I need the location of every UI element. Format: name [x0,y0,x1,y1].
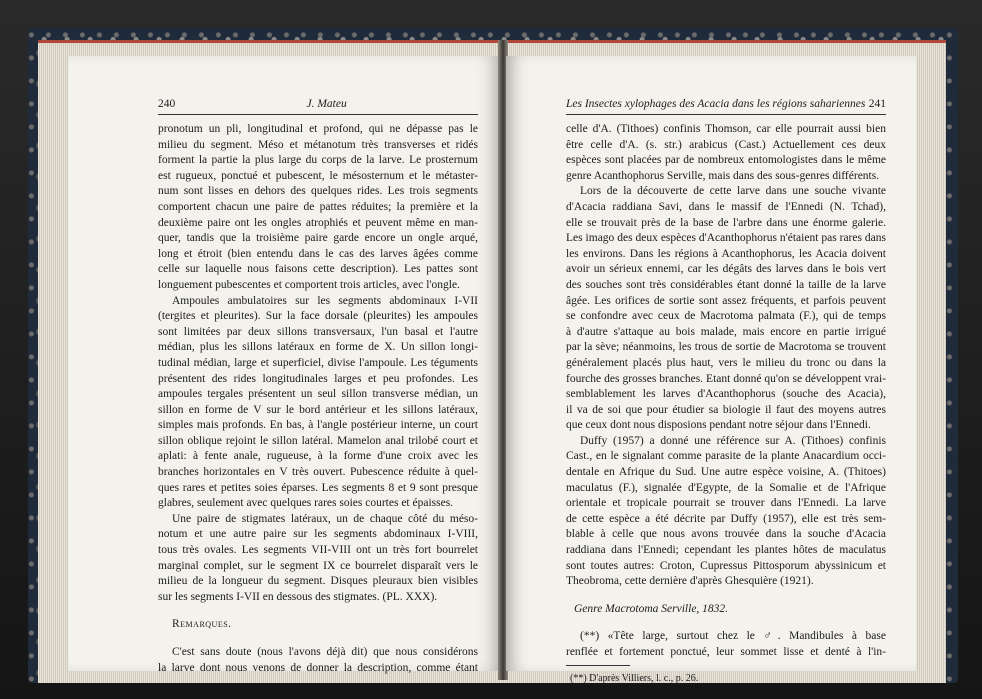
text-line: blable à celle que nous avons trouvée dans la souche d'Acacia [566,528,886,541]
text-line: deuxième paire ont les ongles atrophiés et peuvent même en man- [158,216,478,229]
text-line: celle sur laquelle nous faisons cette description). Les pattes sont [158,263,478,276]
text-line: sont toutes autres: Croton, Cupressus Pittosporum abyssinicum et [566,559,886,572]
footnote-rule [566,665,630,666]
right-running-title: Les Insectes xylophages des Acacia dans les régions sahariennes [566,98,866,110]
text-line: sillon oblique rejoint le sillon latéral. Mamelon anal trilobé court et [158,434,478,447]
text-line: milieu du segment. Méso et métanotum très transverses et ridés [158,138,478,151]
text-line: elle se trouvait près de la base de l'arbre dans une énorme galerie. [566,216,886,229]
text-line: C'est sans doute (nous l'avons déjà dit) que nous considérons [172,646,478,658]
text-line: marginal complet, sur le segment IX ce bourrelet disparaît vers le [158,559,478,572]
genre-heading: Genre Macrotoma Serville, 1832. [574,602,729,615]
text-line: semblablement les larves d'Acanthophorus (souche des Acacia), [566,388,886,401]
text-line: Une paire de stigmates latéraux, un de chaque côté du méso- [172,512,478,525]
text-line: Les imago des deux espèces d'Acanthophorus n'étaient pas rares dans [566,232,886,245]
text-line: tous très ovales. Les segments VII-VIII ont un très fort bourrelet [158,544,478,557]
text-line: Cast., en le signalant comme parasite de la plante Anacardium occi- [566,450,886,463]
text-line: de cette espèce a été décrite par Duffy (1957), elle est très sem- [566,512,886,525]
text-line: sur les segments I-VII en dessous des stigmates. (PL. XXX). [158,590,438,603]
spacer [566,590,886,602]
text-line: des souches sont très considérables étant donné la taille de la larve [566,278,886,291]
text-line: comportent chacun une paire de pattes réduites; la première et la [158,200,478,213]
paragraph [566,184,886,434]
text-line: Lors de la découverte de cette larve dans une souche vivante [580,185,886,198]
paragraph [158,122,478,294]
text-line: Theobroma, cette dernière d'après Ghesquière (1921). [566,575,814,588]
text-line: sont limitées par deux sillons transversaux, l'un basal et l'autre [158,325,478,338]
text-line: longuement pubescentes et comportent trois articles, avec l'ongle. [158,278,460,291]
paragraph [566,122,886,184]
text-line: quer, tandis que la troisième paire garde encore un ongle arqué, [158,232,478,245]
left-page [68,56,500,674]
paragraph [158,645,478,676]
text-line: pronotum un pli, longitudinal et profond, qui ne dépasse pas le [158,123,478,135]
paragraph [566,629,886,660]
left-running-title: J. Mateu [306,98,347,110]
text-line: simples mais profonds. En bas, à l'angle postérieur interne, un court [158,419,478,432]
paragraph [158,512,478,606]
text-line: se confondre avec ceux de Macrotoma palmata (F.), qui de temps [566,310,886,323]
text-line: est rugueux, ponctué et pubescent, le mésosternum et le métaster- [158,169,478,182]
text-line: num sont lisses en dehors des quelques rides. Les trois segments [158,185,478,198]
text-line: orientale et tropicale pourrait se trouver dans l'Ennedi. La larve [566,497,886,510]
text-line: généralement placés plus haut, vers le milieu du tronc ou dans la [566,356,886,369]
text-line: fourche des grosses branches. Etant donné qu'on se développent vrai- [566,372,886,385]
remarks-heading: Remarques. [172,618,232,631]
text-line: glabres, seulement avec quelques rares soies courtes et épaisses. [158,497,454,510]
text-line: les environs. Dans les régions à Acanthophorus, les Acacia doivent [566,247,886,260]
text-line: la larve dont nous venons de donner la description, comme étant [158,661,478,674]
spacer [566,617,886,629]
right-page-body [566,122,886,685]
text-line: médian, plus les sillons latéraux en forme de X. Un sillon longi- [158,341,478,354]
text-line: forment la partie la plus large du corps de la larve. Le prosternum [158,154,478,167]
text-line: ques rares et petites soies éparses. Les segments 8 et 9 sont presque [158,481,478,494]
text-line: avoir un sérieux ennemi, car les dégâts des larves dans le bois vert [566,263,886,276]
spacer [158,633,478,645]
right-page-number: 241 [868,98,886,110]
right-header-rule [566,114,886,115]
text-line: âgée. Les orifices de sortie sont assez fréquents, et parfois peuvent [566,294,886,307]
left-header-rule [158,114,478,115]
text-line: celle d'A. (Tithoes) confinis Thomson, car elle pourrait aussi bien [566,123,886,135]
text-line: à d'autre s'attaque au bois malade, mais encore en partie irrigué [566,325,886,338]
text-line: notum et une autre paire sur les segments abdominaux I-VIII, [158,528,478,541]
footnote: (**) D'après Villiers, l. c., p. 26. [570,672,699,684]
text-line: sillon en forme de V sur le bord antérieur et les sillons latéraux, [158,403,478,416]
text-line: (tergites et pleurites). Sur la face dorsale (pleurites) les ampoules [158,310,478,323]
text-line: Ampoules ambulatoires sur les segments abdominaux I-VII [172,294,478,307]
spacer [158,605,478,617]
right-page [506,56,916,684]
text-line: tudinal médian, large et superficiel, divise l'ampoule. Les téguments [158,356,478,369]
text-line: être celle d'A. (s. str.) arabicus (Cast.) Actuellement ces deux [566,138,886,151]
text-line: genre Acanthophorus Serville, mais dans des sous-genres différents. [566,169,880,182]
text-line: par la sève; néanmoins, les trous de sortie de Macrotoma se trouvent [566,341,886,354]
text-line: présentent des rides longitudinales larges et peu profondes. Les [158,372,478,385]
text-line: il va de soi que pour étudier sa biologie il faut des moyens autres [566,403,886,416]
paragraph [566,434,886,590]
left-page-header [158,98,478,110]
text-line: raddiana dans l'Ennedi; cependant les plantes hôtes de maculatus [566,544,886,557]
left-page-number: 240 [158,98,176,110]
left-page-body [158,122,478,676]
text-line: que ceux dont nous disposions pendant notre séjour dans l'Ennedi. [566,419,871,432]
text-line: maculatus (F.), signalée d'Egypte, de la Somalie et de l'Afrique [566,481,886,494]
text-line: dentale en Afrique du Sud. Une autre espèce voisine, A. (Thitoes) [566,466,886,479]
text-line: Duffy (1957) a donné une référence sur A. (Tithoes) confinis [580,434,886,447]
text-line: milieu de la longueur du segment. Disques pleuraux bien visibles [158,575,478,588]
right-page-header [566,98,886,110]
text-line: d'Acacia raddiana Savi, dans le massif de l'Ennedi (N. Tchad), [566,200,886,213]
text-line: branches horizontales en V très ouvert. Pubescence réduite à quel- [158,466,478,479]
text-line: long et étroit (bien entendu dans le cas des larves âgées comme [158,247,478,260]
paragraph [158,294,478,512]
text-line: aplati: à fente anale, rugueuse, à la forme d'une croix avec les [158,450,478,463]
text-line: (**) «Tête large, surtout chez le ♂. Mandibules à base [580,630,886,643]
text-line: ampoules tergales présentent un seul sillon transverse médian, un [158,388,478,401]
text-line: renflée et fortement ponctué, leur sommet lisse et denté à l'in- [566,646,886,658]
text-line: espèces sont placées par de nombreux entomologistes dans le même [566,154,886,167]
